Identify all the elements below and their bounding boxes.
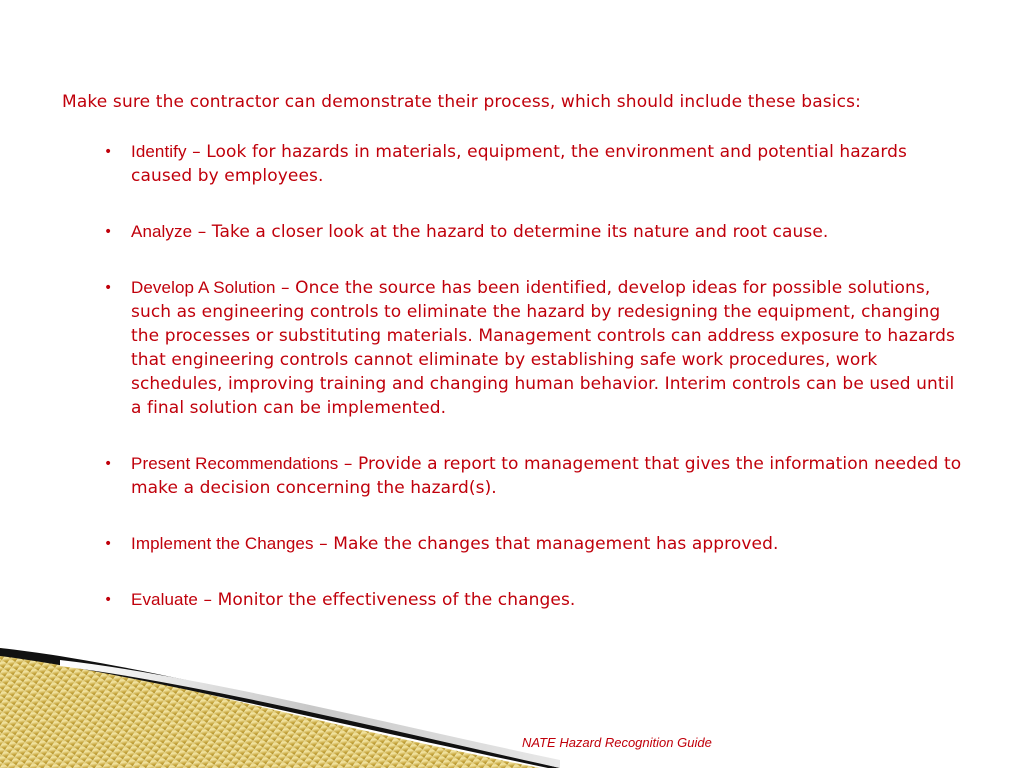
list-item bbox=[104, 276, 964, 420]
item-term: Identify bbox=[131, 142, 187, 161]
item-text: Monitor the effectiveness of the changes. bbox=[217, 590, 576, 610]
list-item bbox=[104, 220, 964, 244]
item-text: Make the changes that management has approved. bbox=[333, 534, 779, 554]
list-item bbox=[104, 452, 964, 500]
item-text: Provide a report to management that gives the information needed to make a decision concerning the hazard(s). bbox=[131, 454, 962, 498]
item-text: Take a closer look at the hazard to determine its nature and root cause. bbox=[211, 222, 829, 242]
item-term: Evaluate bbox=[131, 590, 198, 609]
item-term: Present Recommendations bbox=[131, 454, 339, 473]
intro-text: Make sure the contractor can demonstrate their process, which should include these basics: bbox=[62, 92, 862, 112]
item-dash: – bbox=[192, 222, 212, 242]
bullet-icon: • bbox=[104, 592, 113, 608]
list-item bbox=[104, 532, 964, 556]
footer-text: NATE Hazard Recognition Guide bbox=[522, 735, 712, 750]
item-text: Once the source has been identified, develop ideas for possible solutions, such as engineering controls to eliminate the hazard by redesigning the equipment, changing the processes or substituting materials. Management controls can address exposure to hazards that engineering controls cannot eliminate by establishing safe work procedures, work schedules, improving training and changing human behavior. Interim controls can be used until a final solution can be implemented. bbox=[131, 278, 956, 418]
bullet-icon: • bbox=[104, 536, 113, 552]
bullet-icon: • bbox=[104, 280, 113, 296]
item-dash: – bbox=[313, 534, 334, 554]
decorative-corner-swoosh bbox=[0, 600, 560, 768]
item-term: Implement the Changes bbox=[131, 534, 314, 553]
item-term: Analyze bbox=[131, 222, 193, 241]
item-dash: – bbox=[275, 278, 296, 298]
item-text: Look for hazards in materials, equipment, the environment and potential hazards caused by employees. bbox=[131, 142, 907, 186]
bullet-icon: • bbox=[104, 144, 113, 160]
bullet-icon: • bbox=[104, 456, 113, 472]
item-dash: – bbox=[338, 454, 358, 474]
item-dash: – bbox=[197, 590, 218, 610]
bullet-list bbox=[104, 140, 964, 644]
list-item bbox=[104, 140, 964, 188]
item-dash: – bbox=[186, 142, 207, 162]
bullet-icon: • bbox=[104, 224, 113, 240]
item-term: Develop A Solution bbox=[131, 278, 276, 297]
